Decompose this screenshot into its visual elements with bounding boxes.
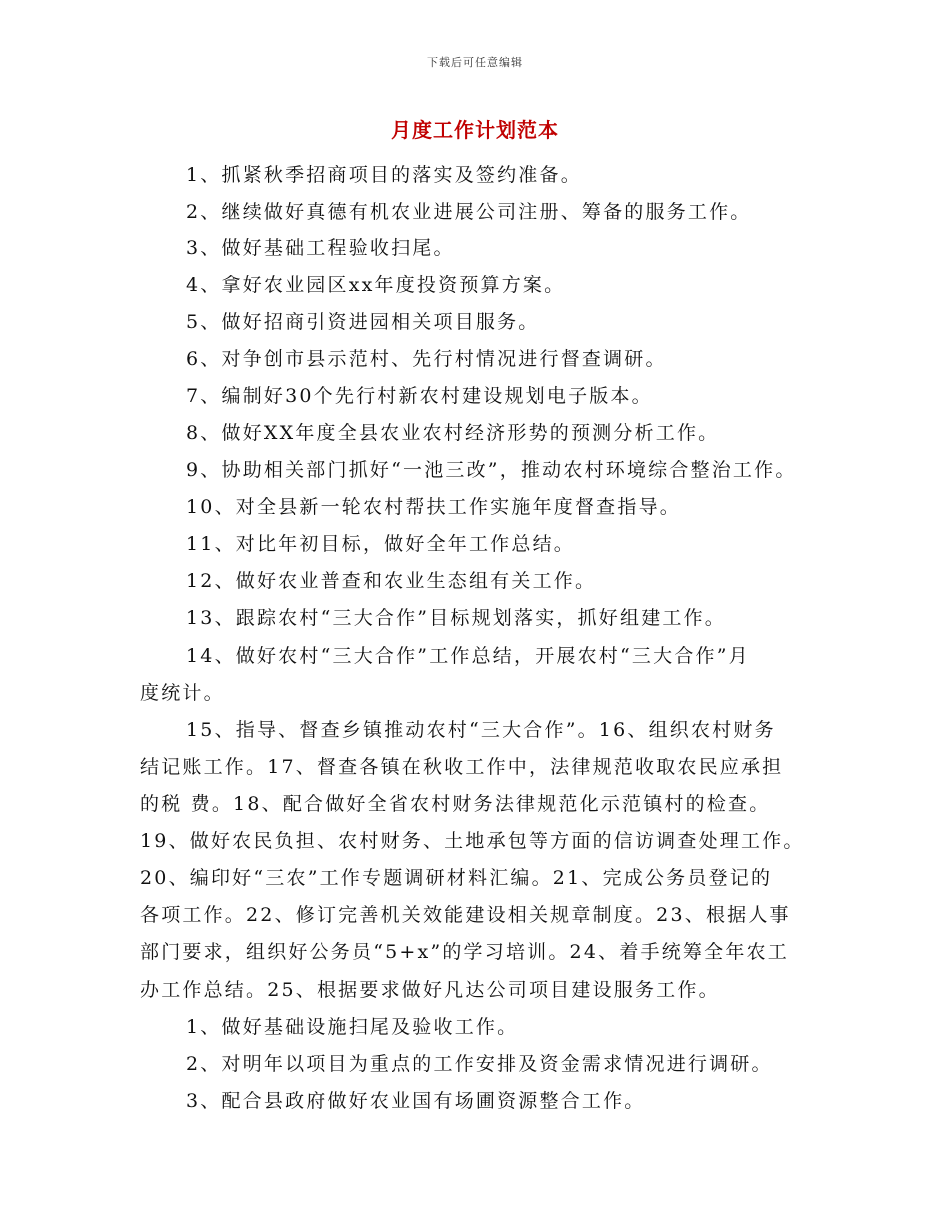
paragraph-line: 1、抓紧秋季招商项目的落实及签约准备。	[186, 164, 582, 186]
paragraph-line: 12、做好农业普查和农业生态组有关工作。	[186, 570, 597, 592]
page-header-note: 下载后可任意编辑	[427, 56, 523, 69]
paragraph-line: 4、拿好农业园区xx年度投资预算方案。	[186, 274, 566, 296]
paragraph-line: 2、继续做好真德有机农业进展公司注册、筹备的服务工作。	[186, 201, 752, 223]
paragraph-line: 各项工作。22、修订完善机关效能建设相关规章制度。23、根据人事	[140, 904, 791, 926]
paragraph-line: 9、协助相关部门抓好“一池三改”，推动农村环境综合整治工作。	[186, 459, 797, 481]
paragraph-line: 的税 费。18、配合做好全省农村财务法律规范化示范镇村的检查。	[140, 793, 771, 815]
paragraph-line: 部门要求，组织好公务员“5+x”的学习培训。24、着手统筹全年农工	[140, 941, 789, 963]
paragraph-line: 办工作总结。25、根据要求做好凡达公司项目建设服务工作。	[140, 979, 720, 1001]
paragraph-line: 15、指导、督查乡镇推动农村“三大合作”。16、组织农村财务	[186, 719, 776, 741]
paragraph-line: 6、对争创市县示范村、先行村情况进行督查调研。	[186, 348, 667, 370]
paragraph-line: 20、编印好“三农”工作专题调研材料汇编。21、完成公务员登记的	[140, 867, 773, 889]
paragraph-line: 3、做好基础工程验收扫尾。	[186, 237, 455, 259]
paragraph-line: 1、做好基础设施扫尾及验收工作。	[186, 1016, 519, 1038]
paragraph-line: 7、编制好30个先行村新农村建设规划电子版本。	[186, 385, 653, 407]
paragraph-line: 14、做好农村“三大合作”工作总结，开展农村“三大合作”月	[186, 645, 750, 667]
paragraph-line: 3、配合县政府做好农业国有场圃资源整合工作。	[186, 1090, 646, 1112]
paragraph-line: 结记账工作。17、督查各镇在秋收工作中，法律规范收取农民应承担	[140, 756, 784, 778]
paragraph-line: 度统计。	[140, 682, 225, 704]
paragraph-line: 5、做好招商引资进园相关项目服务。	[186, 311, 540, 333]
paragraph-line: 19、做好农民负担、农村财务、土地承包等方面的信访调查处理工作。	[140, 830, 805, 852]
paragraph-line: 10、对全县新一轮农村帮扶工作实施年度督查指导。	[186, 496, 681, 518]
paragraph-line: 11、对比年初目标，做好全年工作总结。	[186, 533, 575, 555]
paragraph-line: 13、跟踪农村“三大合作”目标规划落实，抓好组建工作。	[186, 607, 727, 629]
paragraph-line: 8、做好XX年度全县农业农村经济形势的预测分析工作。	[186, 422, 720, 444]
document-title: 月度工作计划范本	[391, 118, 559, 142]
paragraph-line: 2、对明年以项目为重点的工作安排及资金需求情况进行调研。	[186, 1053, 773, 1075]
